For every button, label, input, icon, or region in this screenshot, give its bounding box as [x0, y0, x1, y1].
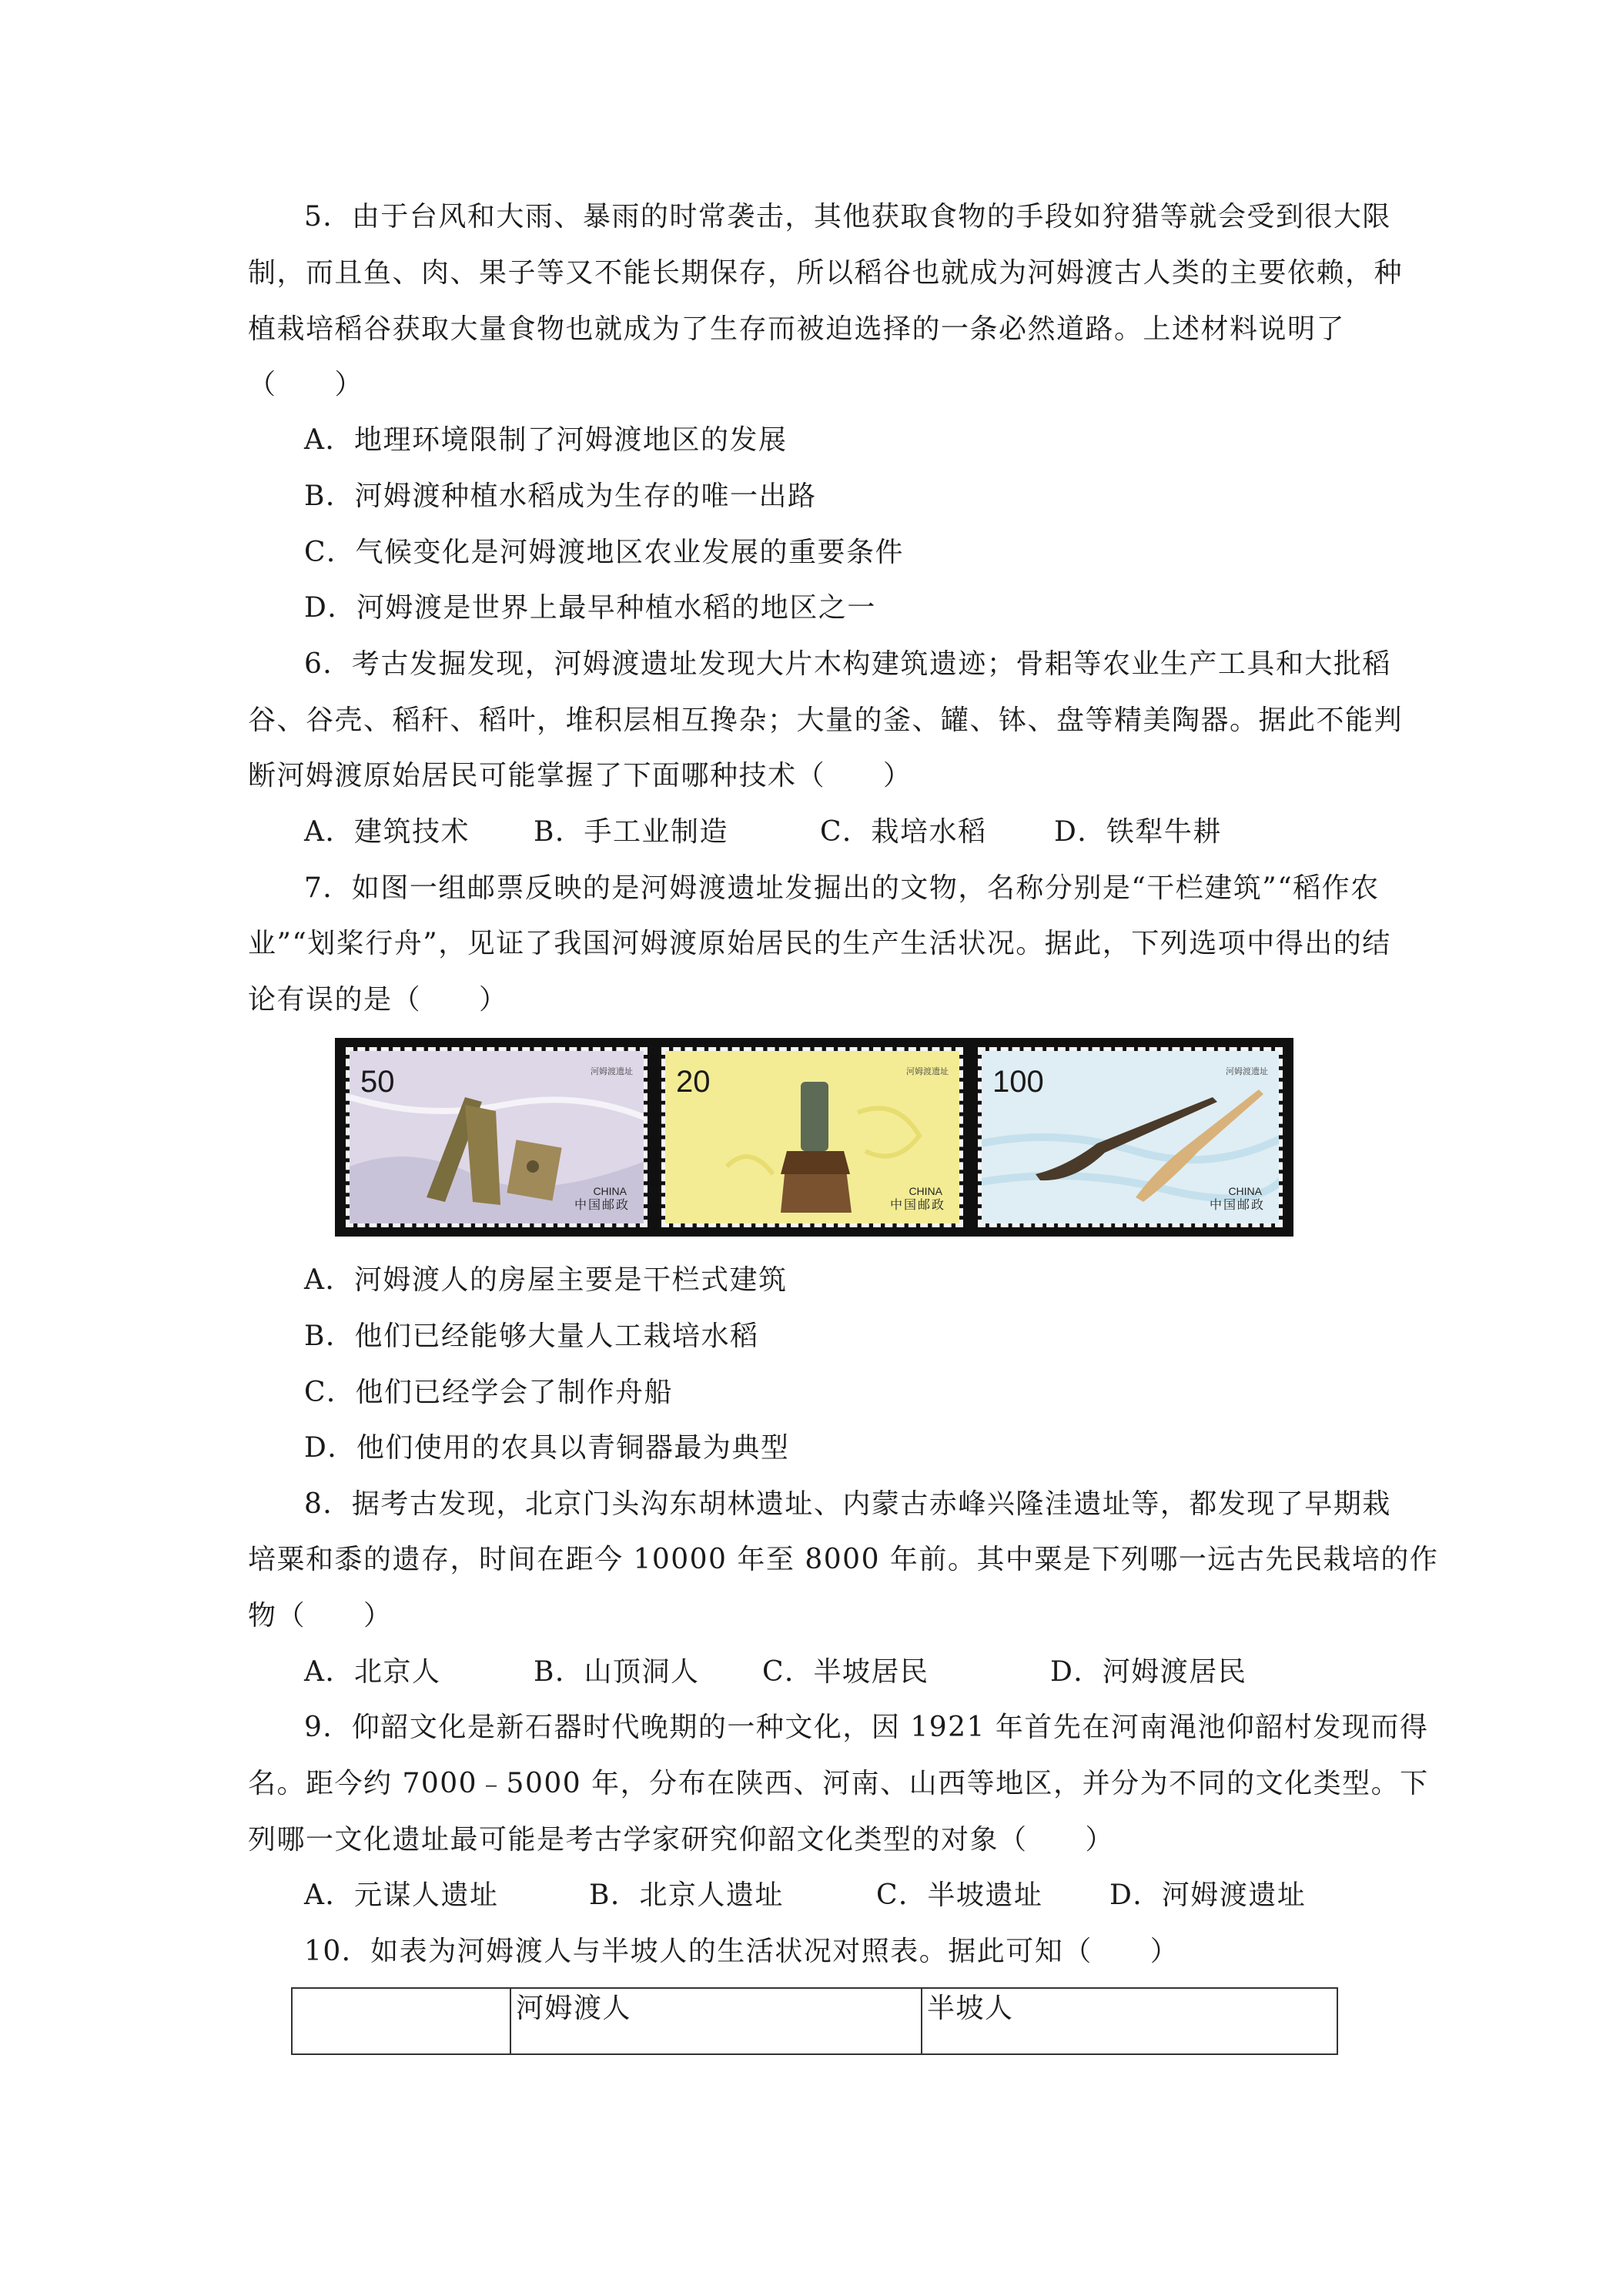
- q8-option-b: B．山顶洞人: [534, 1656, 700, 1688]
- q5-line-4: （ ）: [248, 369, 364, 400]
- q6-option-a: A．建筑技术: [304, 816, 470, 848]
- table-header-banpo: 半坡人: [922, 1988, 1337, 2054]
- q9-option-c: C．半坡遗址: [876, 1879, 1043, 1911]
- stamp-boat-value: 100: [992, 1065, 1044, 1099]
- q7-line-2: 业”“划桨行舟”，见证了我国河姆渡原始居民的生产生活状况。据此，下列选项中得出的结: [248, 928, 1391, 959]
- q6-option-d: D．铁犁牛耕: [1054, 816, 1222, 848]
- q7-option-b: B．他们已经能够大量人工栽培水稻: [304, 1320, 759, 1352]
- q5-option-c: C．气候变化是河姆渡地区农业发展的重要条件: [304, 537, 905, 568]
- q8-option-c: C．半坡居民: [762, 1656, 929, 1688]
- q9-option-d: D．河姆渡遗址: [1109, 1879, 1307, 1911]
- stamp-strip: [335, 1038, 1293, 1237]
- stamp-boat-caption: 河姆渡遗址: [1226, 1066, 1268, 1076]
- comparison-table: [291, 1987, 1338, 2055]
- q8-line-2: 培粟和黍的遗存，时间在距今 10000 年至 8000 年前。其中粟是下列哪一远古先民栽培的作: [248, 1544, 1439, 1575]
- q5-option-a: A．地理环境限制了河姆渡地区的发展: [304, 424, 788, 456]
- stamp-house: [346, 1047, 648, 1227]
- table-header-row: [292, 1988, 1337, 2054]
- stamp-boat-post: 中国邮政: [1209, 1197, 1265, 1212]
- stamp-house-country: CHINA: [593, 1185, 627, 1197]
- q7-option-c: C．他们已经学会了制作舟船: [304, 1377, 674, 1408]
- q9-line-3: 列哪一文化遗址最可能是考古学家研究仰韶文化类型的对象（ ）: [248, 1824, 1115, 1856]
- q7-option-a: A．河姆渡人的房屋主要是干栏式建筑: [304, 1264, 788, 1296]
- stamp-farming-post: 中国邮政: [889, 1197, 945, 1212]
- stamp-farming-value: 20: [676, 1065, 711, 1099]
- q6-option-c: C．栽培水稻: [820, 816, 987, 848]
- stamp-house-post: 中国邮政: [574, 1197, 630, 1212]
- stamp-house-caption: 河姆渡遗址: [591, 1066, 633, 1076]
- q9-line-2: 名。距今约 7000﹣5000 年，分布在陕西、河南、山西等地区，并分为不同的文化类型。下: [248, 1768, 1429, 1799]
- q8-option-a: A．北京人: [304, 1656, 441, 1688]
- stamp-farming: [661, 1047, 963, 1227]
- stamp-house-value: 50: [360, 1065, 395, 1099]
- q9-option-b: B．北京人遗址: [589, 1879, 784, 1911]
- q5-line-3: 植栽培稻谷获取大量食物也就成为了生存而被迫选择的一条必然道路。上述材料说明了: [248, 313, 1346, 345]
- q6-option-b: B．手工业制造: [534, 816, 728, 848]
- q5-option-d: D．河姆渡是世界上最早种植水稻的地区之一: [304, 592, 876, 624]
- stamp-farming-caption: 河姆渡遗址: [906, 1066, 949, 1076]
- table-header-blank: [292, 1988, 510, 2054]
- q5-line-2: 制，而且鱼、肉、果子等又不能长期保存，所以稻谷也就成为河姆渡古人类的主要依赖，种: [248, 257, 1404, 289]
- q8-line-1: 8．据考古发现，北京门头沟东胡林遗址、内蒙古赤峰兴隆洼遗址等，都发现了早期栽: [304, 1488, 1391, 1520]
- stamp-boat: [978, 1047, 1283, 1227]
- q8-option-d: D．河姆渡居民: [1050, 1656, 1247, 1688]
- q5-line-1: 5．由于台风和大雨、暴雨的时常袭击，其他获取食物的手段如狩猎等就会受到很大限: [304, 201, 1391, 233]
- q9-option-a: A．元谋人遗址: [304, 1879, 499, 1911]
- q7-line-3: 论有误的是（ ）: [248, 984, 508, 1016]
- stamp-boat-country: CHINA: [1228, 1185, 1262, 1197]
- q7-line-1: 7．如图一组邮票反映的是河姆渡遗址发掘出的文物，名称分别是“干栏建筑”“稻作农: [304, 872, 1380, 904]
- table-header-hemudu: 河姆渡人: [510, 1988, 922, 2054]
- q7-option-d: D．他们使用的农具以青铜器最为典型: [304, 1432, 790, 1464]
- stamp-farming-country: CHINA: [909, 1185, 942, 1197]
- q8-line-3: 物（ ）: [248, 1600, 393, 1632]
- q9-line-1: 9．仰韶文化是新石器时代晚期的一种文化，因 1921 年首先在河南渑池仰韶村发现而得: [304, 1712, 1429, 1743]
- q10-line-1: 10．如表为河姆渡人与半坡人的生活状况对照表。据此可知（ ）: [304, 1936, 1180, 1967]
- q5-option-b: B．河姆渡种植水稻成为生存的唯一出路: [304, 480, 817, 512]
- q6-line-2: 谷、谷壳、稻秆、稻叶，堆积层相互搀杂；大量的釜、罐、钵、盘等精美陶器。据此不能判: [248, 705, 1404, 736]
- q6-line-1: 6．考古发掘发现，河姆渡遗址发现大片木构建筑遗迹；骨耜等农业生产工具和大批稻: [304, 648, 1391, 680]
- q6-line-3: 断河姆渡原始居民可能掌握了下面哪种技术（ ）: [248, 760, 912, 792]
